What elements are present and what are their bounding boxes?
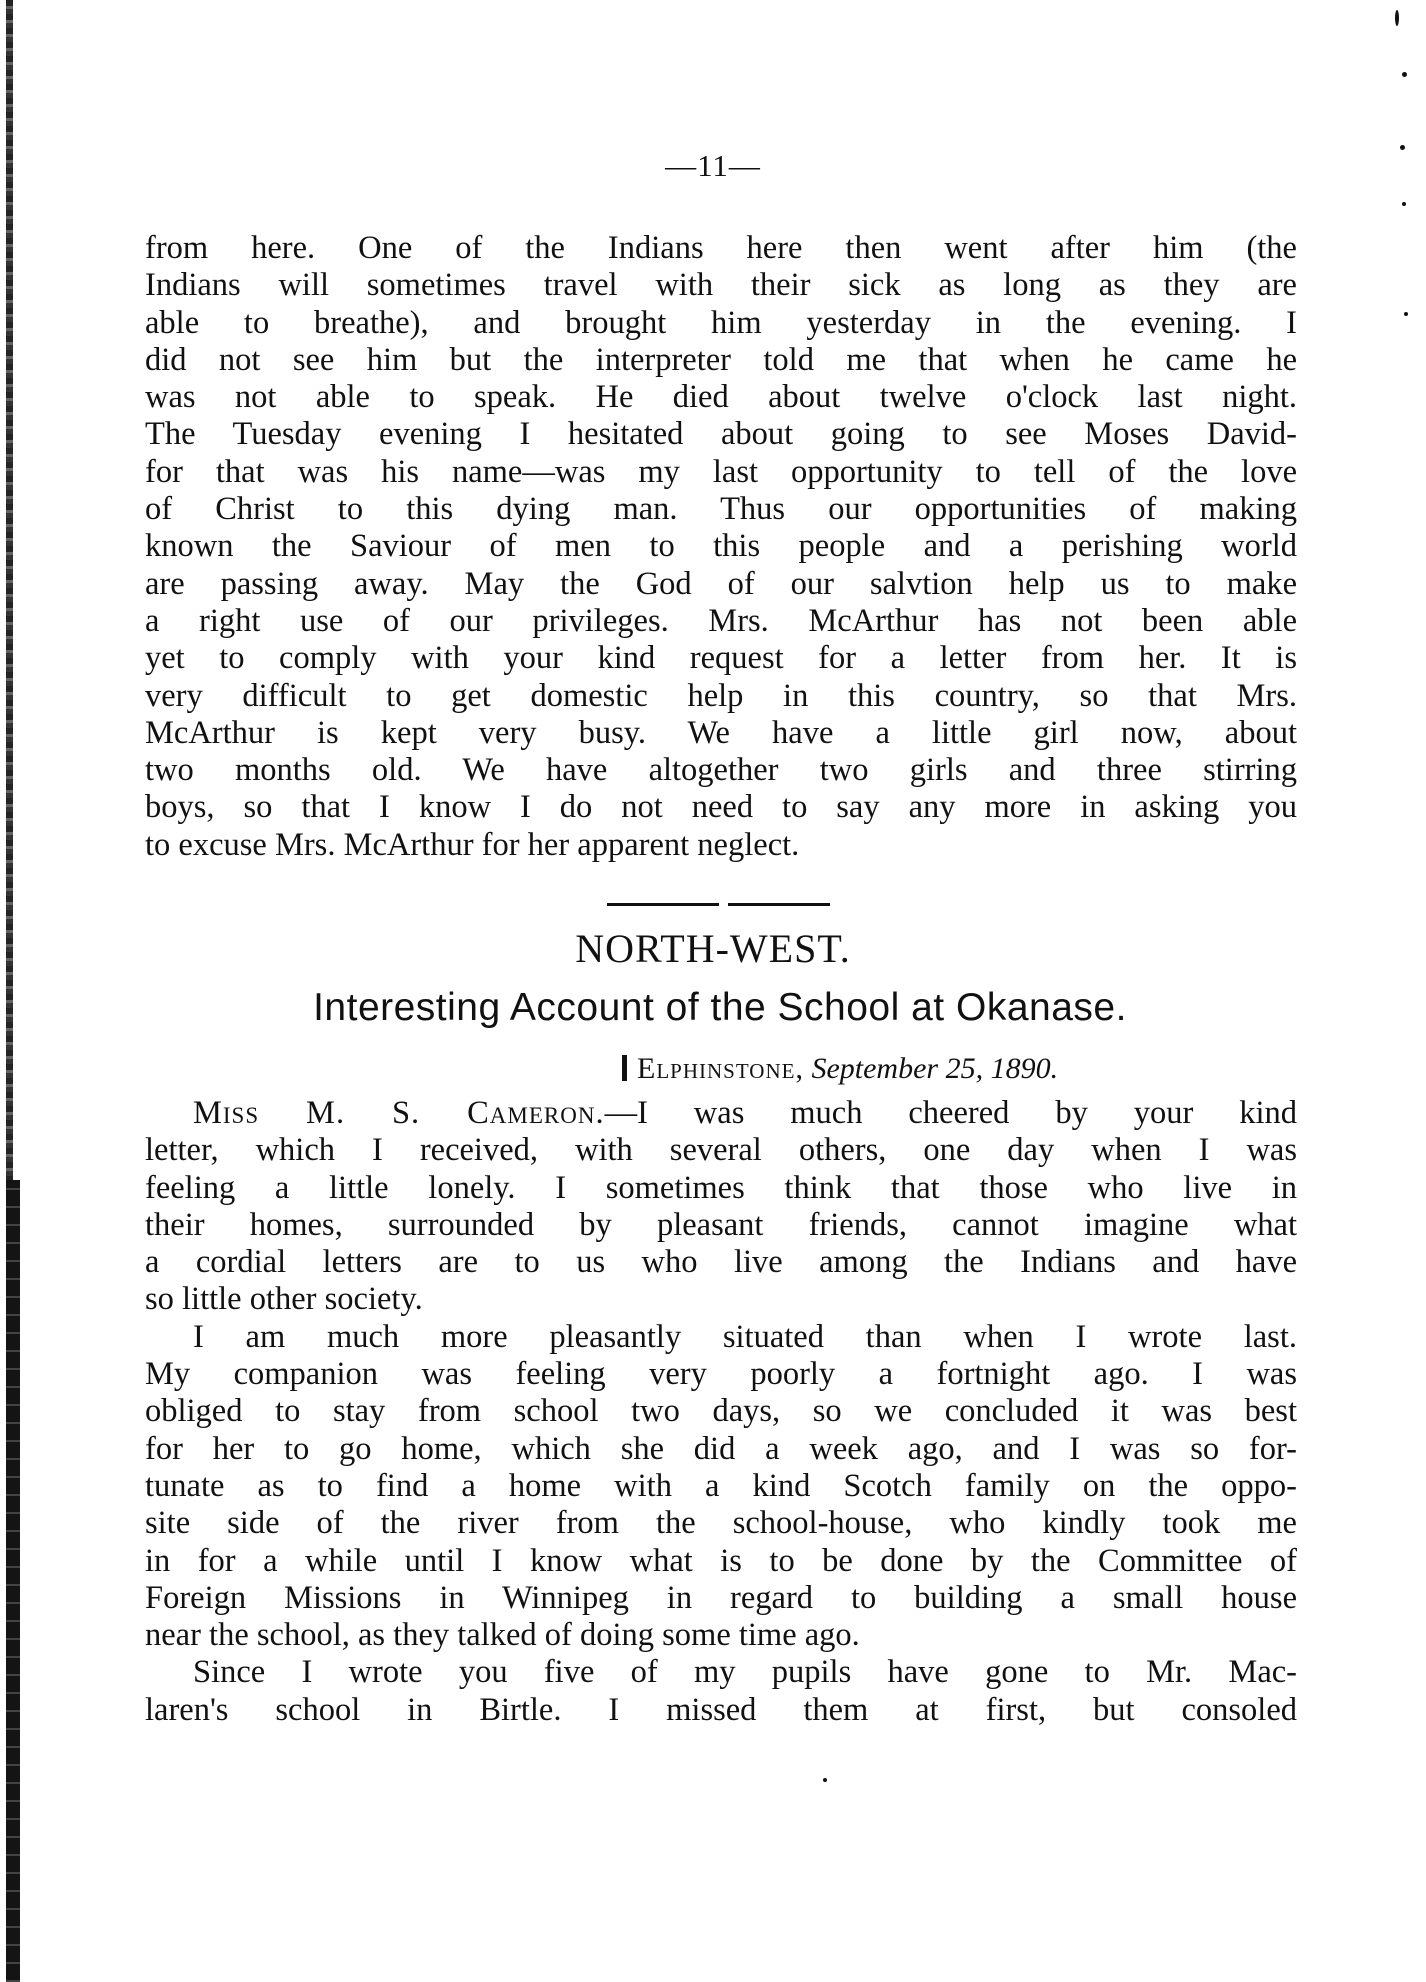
text-line: Foreign Missions in Winnipeg in regard to building a small house	[145, 1579, 1297, 1616]
margin-speck	[1404, 312, 1408, 316]
margin-speck	[1395, 10, 1399, 26]
text-line	[145, 1095, 1297, 1132]
text-line: near the school, as they talked of doing some time ago.	[145, 1617, 860, 1654]
text-line: two months old. We have altogether two girls and three stirring	[145, 752, 1297, 789]
text-line: I am much more pleasantly situated than when I wrote last.	[193, 1318, 1297, 1355]
dateline-place: Elphinstone,	[637, 1052, 804, 1085]
binding-edge-lower	[6, 1180, 20, 1982]
salutation: Miss M. S. Cameron.	[193, 1095, 605, 1131]
text-line: for her to go home, which she did a week ago, and I was so for-	[145, 1430, 1297, 1467]
letter-continuation	[145, 230, 1297, 864]
text-line: a cordial letters are to us who live among the Indians and have	[145, 1244, 1297, 1281]
text-line: yet to comply with your kind request for a letter from her. It is	[145, 640, 1297, 677]
text-line: in for a while until I know what is to be done by the Committee of	[145, 1542, 1297, 1579]
text-line: of Christ to this dying man. Thus our opportunities of making	[145, 491, 1297, 528]
text-line: obliged to stay from school two days, so we concluded it was best	[145, 1393, 1297, 1430]
salutation-rest: —I was much cheered by your kind	[604, 1095, 1297, 1131]
text-line: to excuse Mrs. McArthur for her apparent neglect.	[145, 826, 800, 863]
text-line: able to breathe), and brought him yesterday in the evening. I	[145, 304, 1297, 341]
text-line: laren's school in Birtle. I missed them at first, but consoled	[145, 1691, 1297, 1728]
text-line: Indians will sometimes travel with their sick as long as they are	[145, 267, 1297, 304]
text-line: site side of the river from the school-house, who kindly took me	[145, 1505, 1297, 1542]
section-heading: NORTH-WEST.	[575, 926, 851, 971]
text-line: Since I wrote you five of my pupils have gone to Mr. Mac-	[193, 1654, 1297, 1691]
text-line: from here. One of the Indians here then went after him (the	[145, 230, 1297, 266]
text-line: for that was his name—was my last opportunity to tell of the love	[145, 453, 1297, 490]
text-line: known the Saviour of men to this people and a perishing world	[145, 528, 1297, 565]
page-number: —11—	[665, 148, 761, 183]
text-line: was not able to speak. He died about twelve o'clock last night.	[145, 379, 1297, 416]
dateline-date: September 25, 1890.	[811, 1052, 1059, 1085]
text-line: their homes, surrounded by pleasant friends, cannot imagine what	[145, 1206, 1297, 1243]
text-line: boys, so that I know I do not need to say any more in asking you	[145, 789, 1297, 826]
dateline	[622, 1052, 1058, 1086]
article-title: Interesting Account of the School at Okanase.	[313, 986, 1127, 1029]
text-line: did not see him but the interpreter told me that when he came he	[145, 341, 1297, 378]
margin-speck	[1402, 202, 1406, 206]
text-line: a right use of our privileges. Mrs. McArthur has not been able	[145, 602, 1297, 639]
text-line: The Tuesday evening I hesitated about going to see Moses David-	[145, 416, 1297, 453]
text-line: so little other society.	[145, 1281, 423, 1318]
text-line: McArthur is kept very busy. We have a little girl now, about	[145, 714, 1297, 751]
dateline-mark	[622, 1055, 627, 1081]
letter-body	[145, 1095, 1297, 1729]
text-line: letter, which I received, with several others, one day when I was	[145, 1132, 1297, 1169]
text-line: are passing away. May the God of our salvtion help us to make	[145, 565, 1297, 602]
section-divider	[607, 903, 719, 906]
page-speck	[823, 1778, 827, 1782]
margin-speck	[1402, 72, 1407, 77]
text-line: My companion was feeling very poorly a fortnight ago. I was	[145, 1356, 1297, 1393]
text-line: feeling a little lonely. I sometimes think that those who live in	[145, 1169, 1297, 1206]
text-line: very difficult to get domestic help in this country, so that Mrs.	[145, 677, 1297, 714]
text-line: tunate as to find a home with a kind Scotch family on the oppo-	[145, 1467, 1297, 1504]
section-divider	[728, 903, 830, 906]
